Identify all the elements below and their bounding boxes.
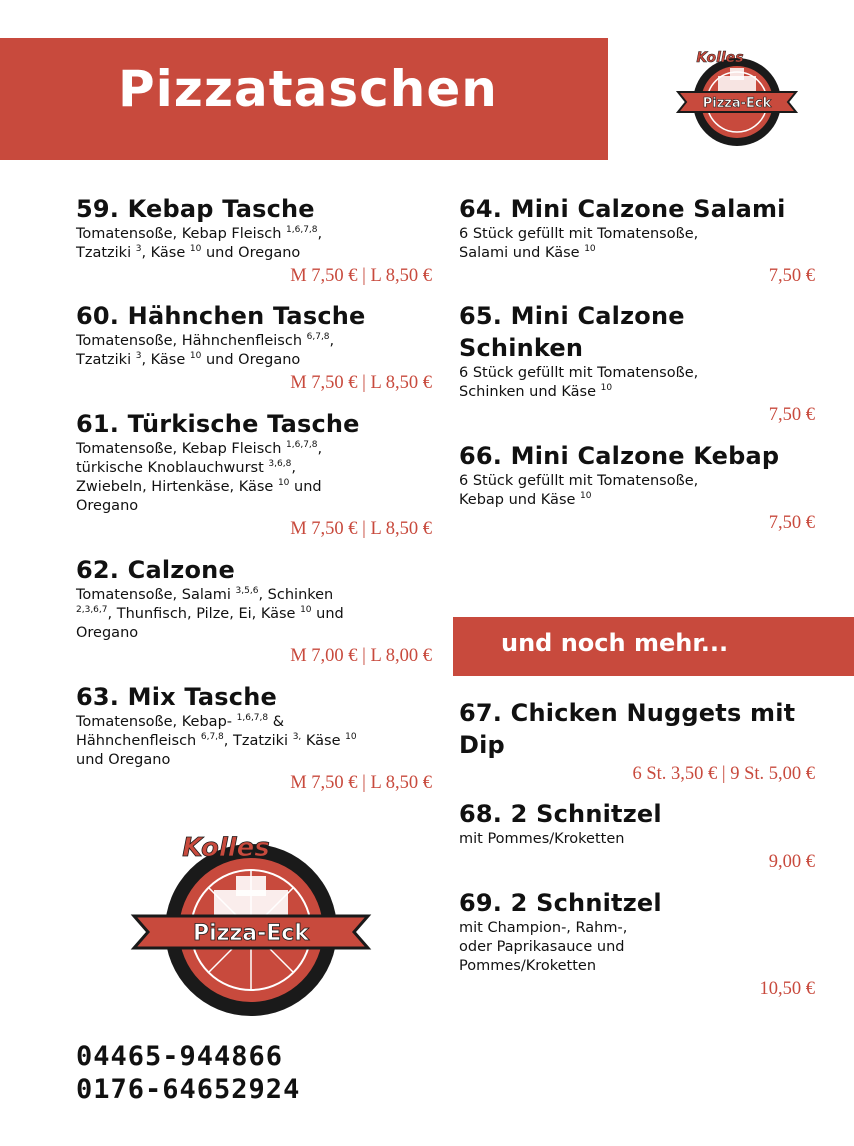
allergen-code: 3,6,8 [268, 459, 292, 470]
allergen-code: 3 [135, 351, 142, 362]
description-text: oder Paprikasauce und [459, 939, 625, 955]
description-text: , [317, 441, 323, 457]
page-title: Pizzataschen [118, 60, 498, 118]
description-text: 6 Stück gefüllt mit Tomatensoße, [459, 226, 699, 242]
menu-item-title: 66. Mini Calzone Kebap [459, 442, 780, 470]
description-text: 6 Stück gefüllt mit Tomatensoße, [459, 473, 699, 489]
menu-item-title: 69. 2 Schnitzel [459, 889, 662, 917]
allergen-code: 10 [580, 491, 592, 502]
menu-item-title: 61. Türkische Tasche [76, 410, 360, 438]
phone-number-1[interactable]: 04465-944866 [76, 1041, 284, 1072]
menu-item-price: M 7,50 € | L 8,50 € [290, 773, 432, 793]
menu-item-title: 65. Mini Calzone Schinken [459, 302, 685, 362]
allergen-code: 10 [277, 478, 290, 489]
allergen-code: 3, [292, 732, 302, 743]
description-text: Oregano [76, 625, 139, 641]
allergen-code: 6,7,8 [200, 732, 224, 743]
allergen-code: 1,6,7,8 [236, 713, 269, 724]
menu-item-description [459, 225, 815, 263]
menu-item [459, 887, 815, 1000]
menu-item-description [76, 586, 432, 643]
description-text: , Thunfisch, Pilze, Ei, Käse [107, 606, 301, 622]
menu-item-price: 7,50 € [768, 405, 815, 425]
menu-item-price: 7,50 € [768, 513, 815, 533]
menu-item-price: 7,50 € [768, 266, 815, 286]
logo-brand-bottom: Pizza-Eck [193, 921, 309, 946]
description-text: mit Pommes/Kroketten [459, 831, 625, 847]
allergen-code: 10 [189, 244, 202, 255]
description-text: Tomatensoße, Hähnchenfleisch [76, 333, 307, 349]
menu-item-title: 63. Mix Tasche [76, 683, 277, 711]
description-text: 6 Stück gefüllt mit Tomatensoße, [459, 365, 699, 381]
allergen-code: 2,3,6,7 [76, 605, 108, 616]
description-text: Tzatziki [76, 352, 136, 368]
allergen-code: 6,7,8 [306, 332, 330, 343]
menu-item [459, 440, 815, 534]
allergen-code: 10 [345, 732, 357, 743]
menu-item-description [459, 919, 815, 976]
menu-item-title: 68. 2 Schnitzel [459, 800, 662, 828]
menu-item-price: M 7,50 € | L 8,50 € [290, 373, 432, 393]
menu-item-price: M 7,00 € | L 8,00 € [290, 646, 432, 666]
allergen-code: 10 [600, 383, 613, 394]
description-text: Oregano [76, 498, 139, 514]
description-text: , [329, 333, 335, 349]
description-text: Kebap und Käse [459, 492, 581, 508]
menu-item-price: 9,00 € [768, 852, 815, 872]
description-text: Tomatensoße, Kebap Fleisch [76, 226, 287, 242]
menu-item-description [459, 830, 815, 849]
menu-item [459, 798, 815, 873]
description-text: Käse [301, 733, 346, 749]
description-text: und [289, 479, 322, 495]
menu-item [459, 300, 815, 426]
menu-item-price: 10,50 € [759, 979, 815, 999]
menu-item-description [459, 364, 815, 402]
description-text: , Schinken [258, 587, 334, 603]
contact-phones [76, 1040, 300, 1106]
menu-item-price: M 7,50 € | L 8,50 € [290, 519, 432, 539]
description-text: , Käse [141, 245, 190, 261]
logo-brand-top: Kolles [696, 50, 744, 66]
allergen-code: 10 [584, 244, 596, 255]
menu-item-title: 62. Calzone [76, 556, 235, 584]
logo-large [126, 820, 376, 1020]
description-text: , Tzatziki [223, 733, 293, 749]
allergen-code: 3 [135, 244, 142, 255]
description-text: & [268, 714, 285, 730]
menu-item [76, 193, 432, 287]
header-banner [0, 38, 608, 160]
allergen-code: 1,6,7,8 [286, 440, 318, 451]
section-banner [453, 617, 854, 676]
menu-item [76, 408, 432, 540]
allergen-code: 10 [189, 351, 202, 362]
description-text: , Käse [141, 352, 190, 368]
phone-number-2[interactable]: 0176-64652924 [76, 1074, 301, 1105]
menu-item-price: 6 St. 3,50 € | 9 St. 5,00 € [632, 764, 815, 784]
description-text: Hähnchenfleisch [76, 733, 201, 749]
menu-item [76, 681, 432, 794]
menu-item-title: 67. Chicken Nuggets mit Dip [459, 699, 796, 759]
menu-item-description [76, 225, 432, 263]
logo-brand-top: Kolles [182, 833, 270, 863]
section-title: und noch mehr... [501, 629, 729, 657]
logo-brand-bottom: Pizza-Eck [702, 96, 772, 111]
menu-item-description [76, 713, 432, 770]
menu-item-description [459, 472, 815, 510]
description-text: , [317, 226, 323, 242]
description-text: , [291, 460, 296, 476]
menu-item-title: 64. Mini Calzone Salami [459, 195, 786, 223]
menu-item-description [76, 440, 432, 516]
description-text: Schinken und Käse [459, 384, 601, 400]
menu-item [459, 193, 815, 287]
menu-item [76, 300, 432, 394]
menu-item-description [76, 332, 432, 370]
description-text: mit Champion-, Rahm-, [459, 920, 628, 936]
allergen-code: 3,5,6 [235, 586, 259, 597]
description-text: Zwiebeln, Hirtenkäse, Käse [76, 479, 278, 495]
description-text: Tomatensoße, Kebap Fleisch [76, 441, 287, 457]
allergen-code: 1,6,7,8 [286, 225, 318, 236]
description-text: Pommes/Kroketten [459, 958, 597, 974]
description-text: und Oregano [201, 245, 301, 261]
description-text: Tzatziki [76, 245, 136, 261]
menu-item [459, 697, 815, 785]
description-text: Salami und Käse [459, 245, 585, 261]
description-text: und Oregano [201, 352, 301, 368]
logo-small [672, 42, 802, 152]
menu-item-title: 60. Hähnchen Tasche [76, 302, 366, 330]
description-text: Tomatensoße, Salami [76, 587, 236, 603]
allergen-code: 10 [300, 605, 312, 616]
description-text: Tomatensoße, Kebap- [76, 714, 237, 730]
menu-item [76, 554, 432, 667]
description-text: türkische Knoblauchwurst [76, 460, 269, 476]
menu-item-price: M 7,50 € | L 8,50 € [290, 266, 432, 286]
description-text: und [311, 606, 344, 622]
description-text: und Oregano [76, 752, 171, 768]
menu-item-title: 59. Kebap Tasche [76, 195, 315, 223]
